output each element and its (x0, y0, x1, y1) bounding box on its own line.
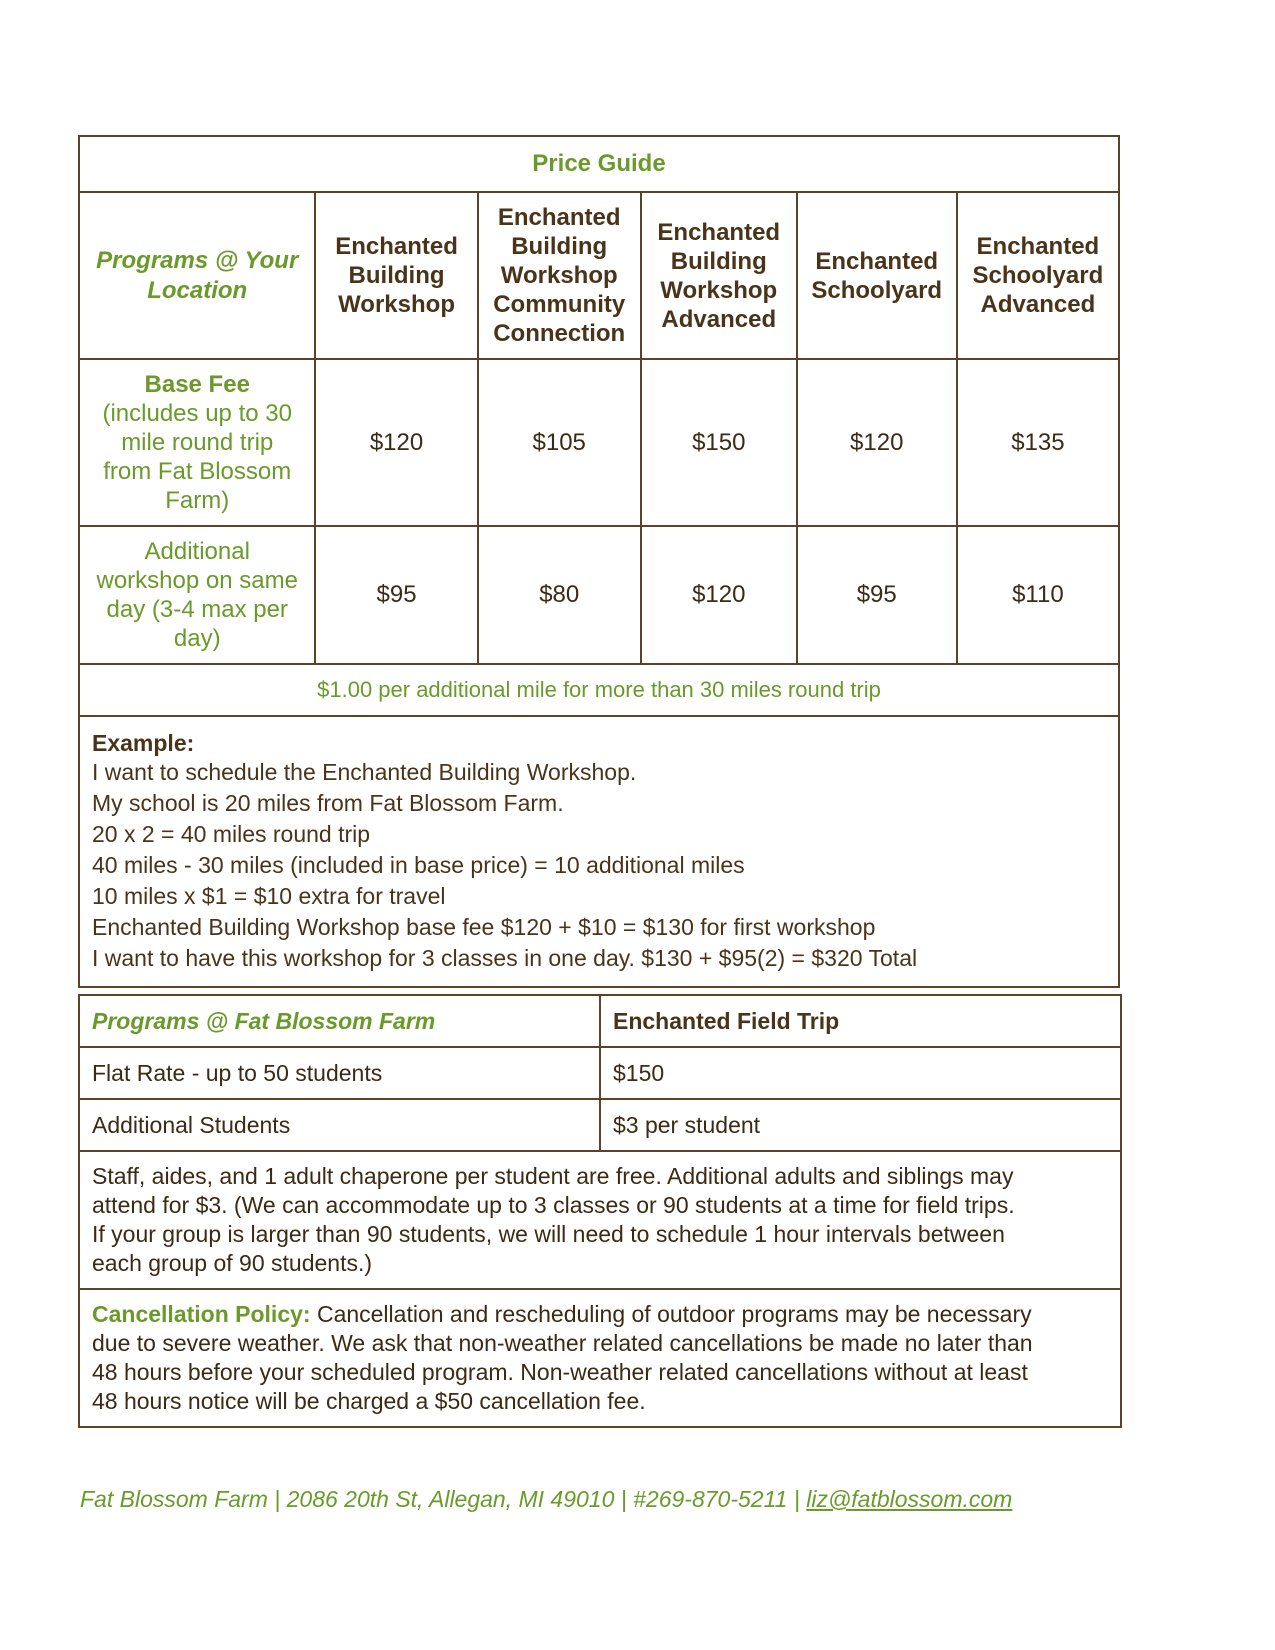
additional-workshop-value: $95 (315, 526, 477, 664)
field-trip-header: Enchanted Field Trip (600, 995, 1121, 1047)
column-header-line: Enchanted (976, 233, 1100, 260)
base-fee-detail-line: mile round trip (121, 429, 274, 456)
mileage-note: $1.00 per additional mile for more than 30 miles round trip (79, 664, 1119, 716)
base-fee-detail-line: Farm) (165, 487, 230, 514)
additional-workshop-value: $95 (797, 526, 957, 664)
cancellation-line: 48 hours notice will be charged a $50 cancellation fee. (92, 1388, 646, 1414)
note-line: attend for $3. (We can accommodate up to 3 classes or 90 students at a time for field trips. (92, 1192, 1015, 1218)
example-line: Enchanted Building Workshop base fee $120 + $10 = $130 for first workshop (92, 914, 876, 940)
additional-students-value: $3 per student (600, 1099, 1121, 1151)
column-enchanted-schoolyard (797, 192, 957, 359)
column-building-workshop-advanced (641, 192, 797, 359)
base-fee-value: $135 (957, 359, 1119, 526)
header-line: Programs @ Your (96, 246, 299, 274)
additional-students-label: Additional Students (79, 1099, 600, 1151)
example-line: 20 x 2 = 40 miles round trip (92, 821, 371, 847)
programs-farm-header: Programs @ Fat Blossom Farm (79, 995, 600, 1047)
column-header-line: Enchanted (657, 218, 781, 246)
column-header-line: Building (348, 262, 445, 289)
example-section (79, 716, 1119, 987)
base-fee-detail-line: (includes up to 30 (102, 400, 292, 427)
example-line: 40 miles - 30 miles (included in base price) = 10 additional miles (92, 852, 745, 878)
additional-workshop-value: $120 (641, 526, 797, 664)
column-header-line: Connection (493, 320, 626, 347)
email-link[interactable]: liz@fatblossom.com (806, 1486, 1013, 1512)
additional-workshop-label (79, 526, 315, 664)
column-header-line: Advanced (980, 291, 1096, 318)
additional-label-line: day (3-4 max per (106, 596, 288, 623)
cancellation-line: due to severe weather. We ask that non-weather related cancellations be made no later than (92, 1330, 1033, 1356)
column-header-line: Building (511, 233, 608, 260)
column-header-line: Schoolyard (811, 276, 943, 304)
base-fee-value: $120 (315, 359, 477, 526)
footer-text: Fat Blossom Farm | 2086 20th St, Allegan, MI 49010 | #269-870-5211 | (80, 1486, 807, 1512)
cancellation-line: 48 hours before your scheduled program. Non-weather related cancellations without at least (92, 1359, 1028, 1385)
price-guide-title: Price Guide (79, 136, 1119, 192)
base-fee-value: $150 (641, 359, 797, 526)
farm-programs-table (78, 994, 1122, 1428)
cancellation-line: Cancellation and rescheduling of outdoor programs may be necessary (310, 1301, 1032, 1327)
programs-your-location-header (79, 192, 315, 359)
additional-workshop-value: $80 (478, 526, 641, 664)
additional-label-line: day) (173, 625, 221, 652)
base-fee-label (79, 359, 315, 526)
example-title: Example: (92, 730, 195, 756)
chaperone-note (79, 1151, 1121, 1289)
flat-rate-value: $150 (600, 1047, 1121, 1099)
cancellation-label: Cancellation Policy: (92, 1301, 311, 1327)
column-header-line: Enchanted (815, 247, 939, 275)
cancellation-policy (79, 1289, 1121, 1427)
column-schoolyard-advanced (957, 192, 1119, 359)
column-header-line: Building (670, 247, 767, 275)
additional-workshop-value: $110 (957, 526, 1119, 664)
base-fee-title: Base Fee (144, 371, 250, 398)
column-header-line: Community (493, 291, 626, 318)
column-header-line: Schoolyard (972, 262, 1104, 289)
base-fee-value: $120 (797, 359, 957, 526)
example-line: I want to schedule the Enchanted Building Workshop. (92, 759, 637, 785)
note-line: If your group is larger than 90 students, we will need to schedule 1 hour intervals between (92, 1221, 1005, 1247)
additional-label-line: workshop on same (96, 567, 298, 594)
note-line: Staff, aides, and 1 adult chaperone per student are free. Additional adults and siblings may (92, 1163, 1014, 1189)
column-header-line: Workshop (660, 276, 778, 304)
column-header-line: Enchanted (335, 233, 458, 260)
column-header-line: Enchanted (497, 204, 621, 231)
note-line: each group of 90 students.) (92, 1250, 373, 1276)
example-line: 10 miles x $1 = $10 extra for travel (92, 883, 446, 909)
column-community-connection (478, 192, 641, 359)
footer-contact (80, 1486, 1180, 1513)
base-fee-value: $105 (478, 359, 641, 526)
column-header-line: Workshop (500, 262, 618, 289)
additional-label-line: Additional (144, 538, 250, 565)
example-line: My school is 20 miles from Fat Blossom Farm. (92, 790, 564, 816)
example-line: I want to have this workshop for 3 classes in one day. $130 + $95(2) = $320 Total (92, 945, 918, 971)
column-enchanted-building-workshop (315, 192, 477, 359)
base-fee-detail-line: from Fat Blossom (103, 458, 292, 485)
price-guide-table (78, 135, 1120, 988)
header-line: Location (147, 276, 248, 304)
flat-rate-label: Flat Rate - up to 50 students (79, 1047, 600, 1099)
column-header-line: Workshop (338, 291, 455, 318)
column-header-line: Advanced (661, 305, 777, 333)
